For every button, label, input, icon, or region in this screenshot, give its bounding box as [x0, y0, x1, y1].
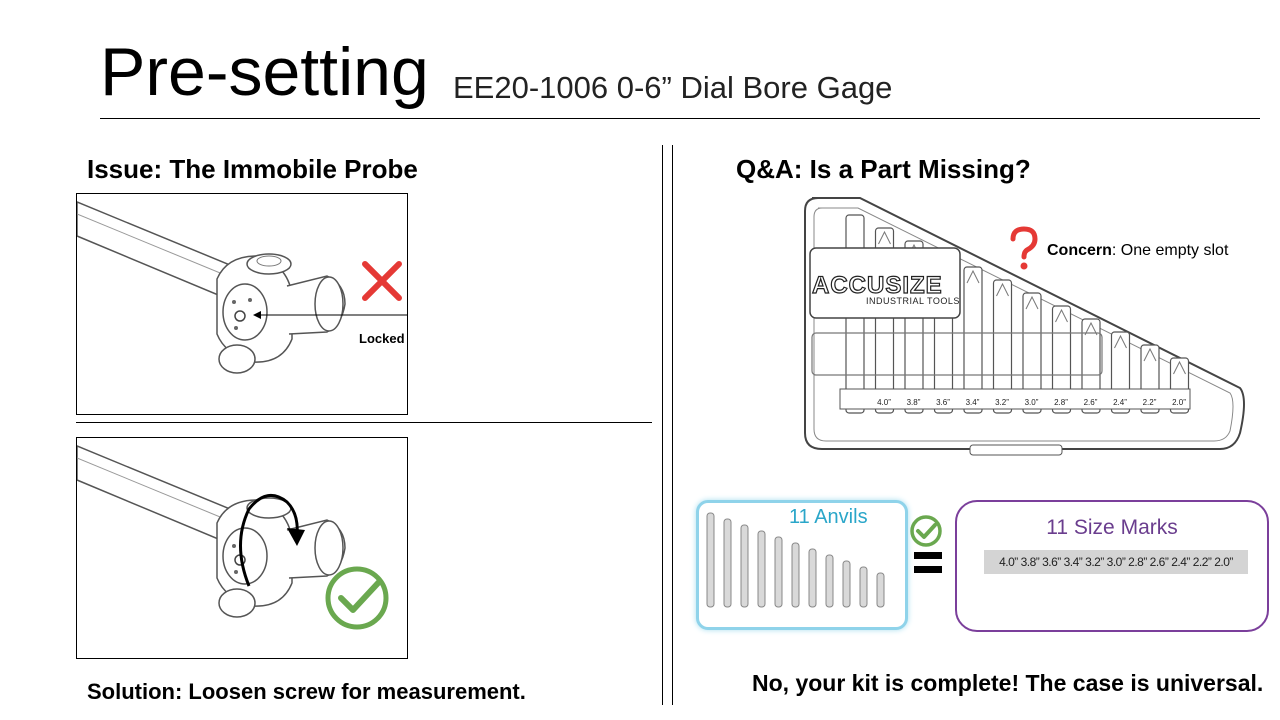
case-size-label: 3.6” — [936, 398, 950, 407]
case-size-label: 3.4” — [965, 398, 980, 407]
case-size-label: 4.0” — [877, 398, 891, 407]
answer-text: No, your kit is complete! The case is universal. — [752, 670, 1264, 696]
solution-text: Solution: Loosen screw for measurement. — [87, 679, 526, 704]
case-size-label: 2.4” — [1113, 398, 1127, 407]
loosen-probe-panel — [76, 437, 408, 659]
concern-text: : One empty slot — [1111, 242, 1229, 259]
anvil — [758, 531, 765, 607]
anvil — [707, 513, 714, 607]
rotate-arrow-icon — [227, 484, 307, 594]
page-subtitle: EE20-1006 0-6” Dial Bore Gage — [453, 70, 893, 105]
anvil — [724, 519, 731, 607]
question-mark-icon — [1008, 226, 1040, 272]
case-size-label: 3.0” — [1024, 398, 1039, 407]
locked-probe-illustration — [77, 194, 407, 414]
issue-heading: Issue: The Immobile Probe — [87, 154, 418, 184]
anvil — [877, 573, 884, 607]
case-size-label: 3.2” — [995, 398, 1009, 407]
concern-note — [1047, 241, 1228, 261]
anvil — [809, 549, 816, 607]
locked-label: Locked — [359, 331, 405, 346]
page-title: Pre-setting — [100, 34, 429, 110]
concern-label: Concern — [1047, 242, 1112, 259]
anvil — [741, 525, 748, 607]
checkmark-icon — [323, 564, 391, 632]
case-size-label: 2.2” — [1142, 398, 1157, 407]
brand-logo: ACCUSIZE — [812, 272, 943, 299]
equals-icon — [914, 552, 942, 574]
column-divider-inner — [672, 145, 673, 705]
size-marks-label: 11 Size Marks — [1046, 516, 1178, 539]
anvil — [792, 543, 799, 607]
size-marks-strip: 4.0” 3.8” 3.6” 3.4” 3.2” 3.0” 2.8” 2.6” 2.4” 2.2” 2.0” — [984, 550, 1248, 574]
anvils-card — [696, 500, 908, 630]
anvil — [775, 537, 782, 607]
title-divider — [100, 118, 1260, 119]
anvils-label: 11 Anvils — [789, 506, 868, 528]
brand-subtitle: INDUSTRIAL TOOLS — [866, 296, 960, 306]
locked-probe-panel — [76, 193, 408, 415]
case-size-label: 2.8” — [1054, 398, 1068, 407]
case-size-label: 2.0” — [1172, 398, 1186, 407]
x-mark-icon — [360, 259, 404, 303]
case-size-label: 3.8” — [906, 398, 921, 407]
anvil — [860, 567, 867, 607]
anvil — [843, 561, 850, 607]
qa-heading: Q&A: Is a Part Missing? — [736, 154, 1031, 184]
size-marks-card — [955, 500, 1269, 632]
row-divider — [76, 422, 652, 423]
small-checkmark-icon — [909, 514, 943, 548]
case-size-label: 2.6” — [1083, 398, 1098, 407]
column-divider — [662, 145, 663, 705]
anvil — [826, 555, 833, 607]
